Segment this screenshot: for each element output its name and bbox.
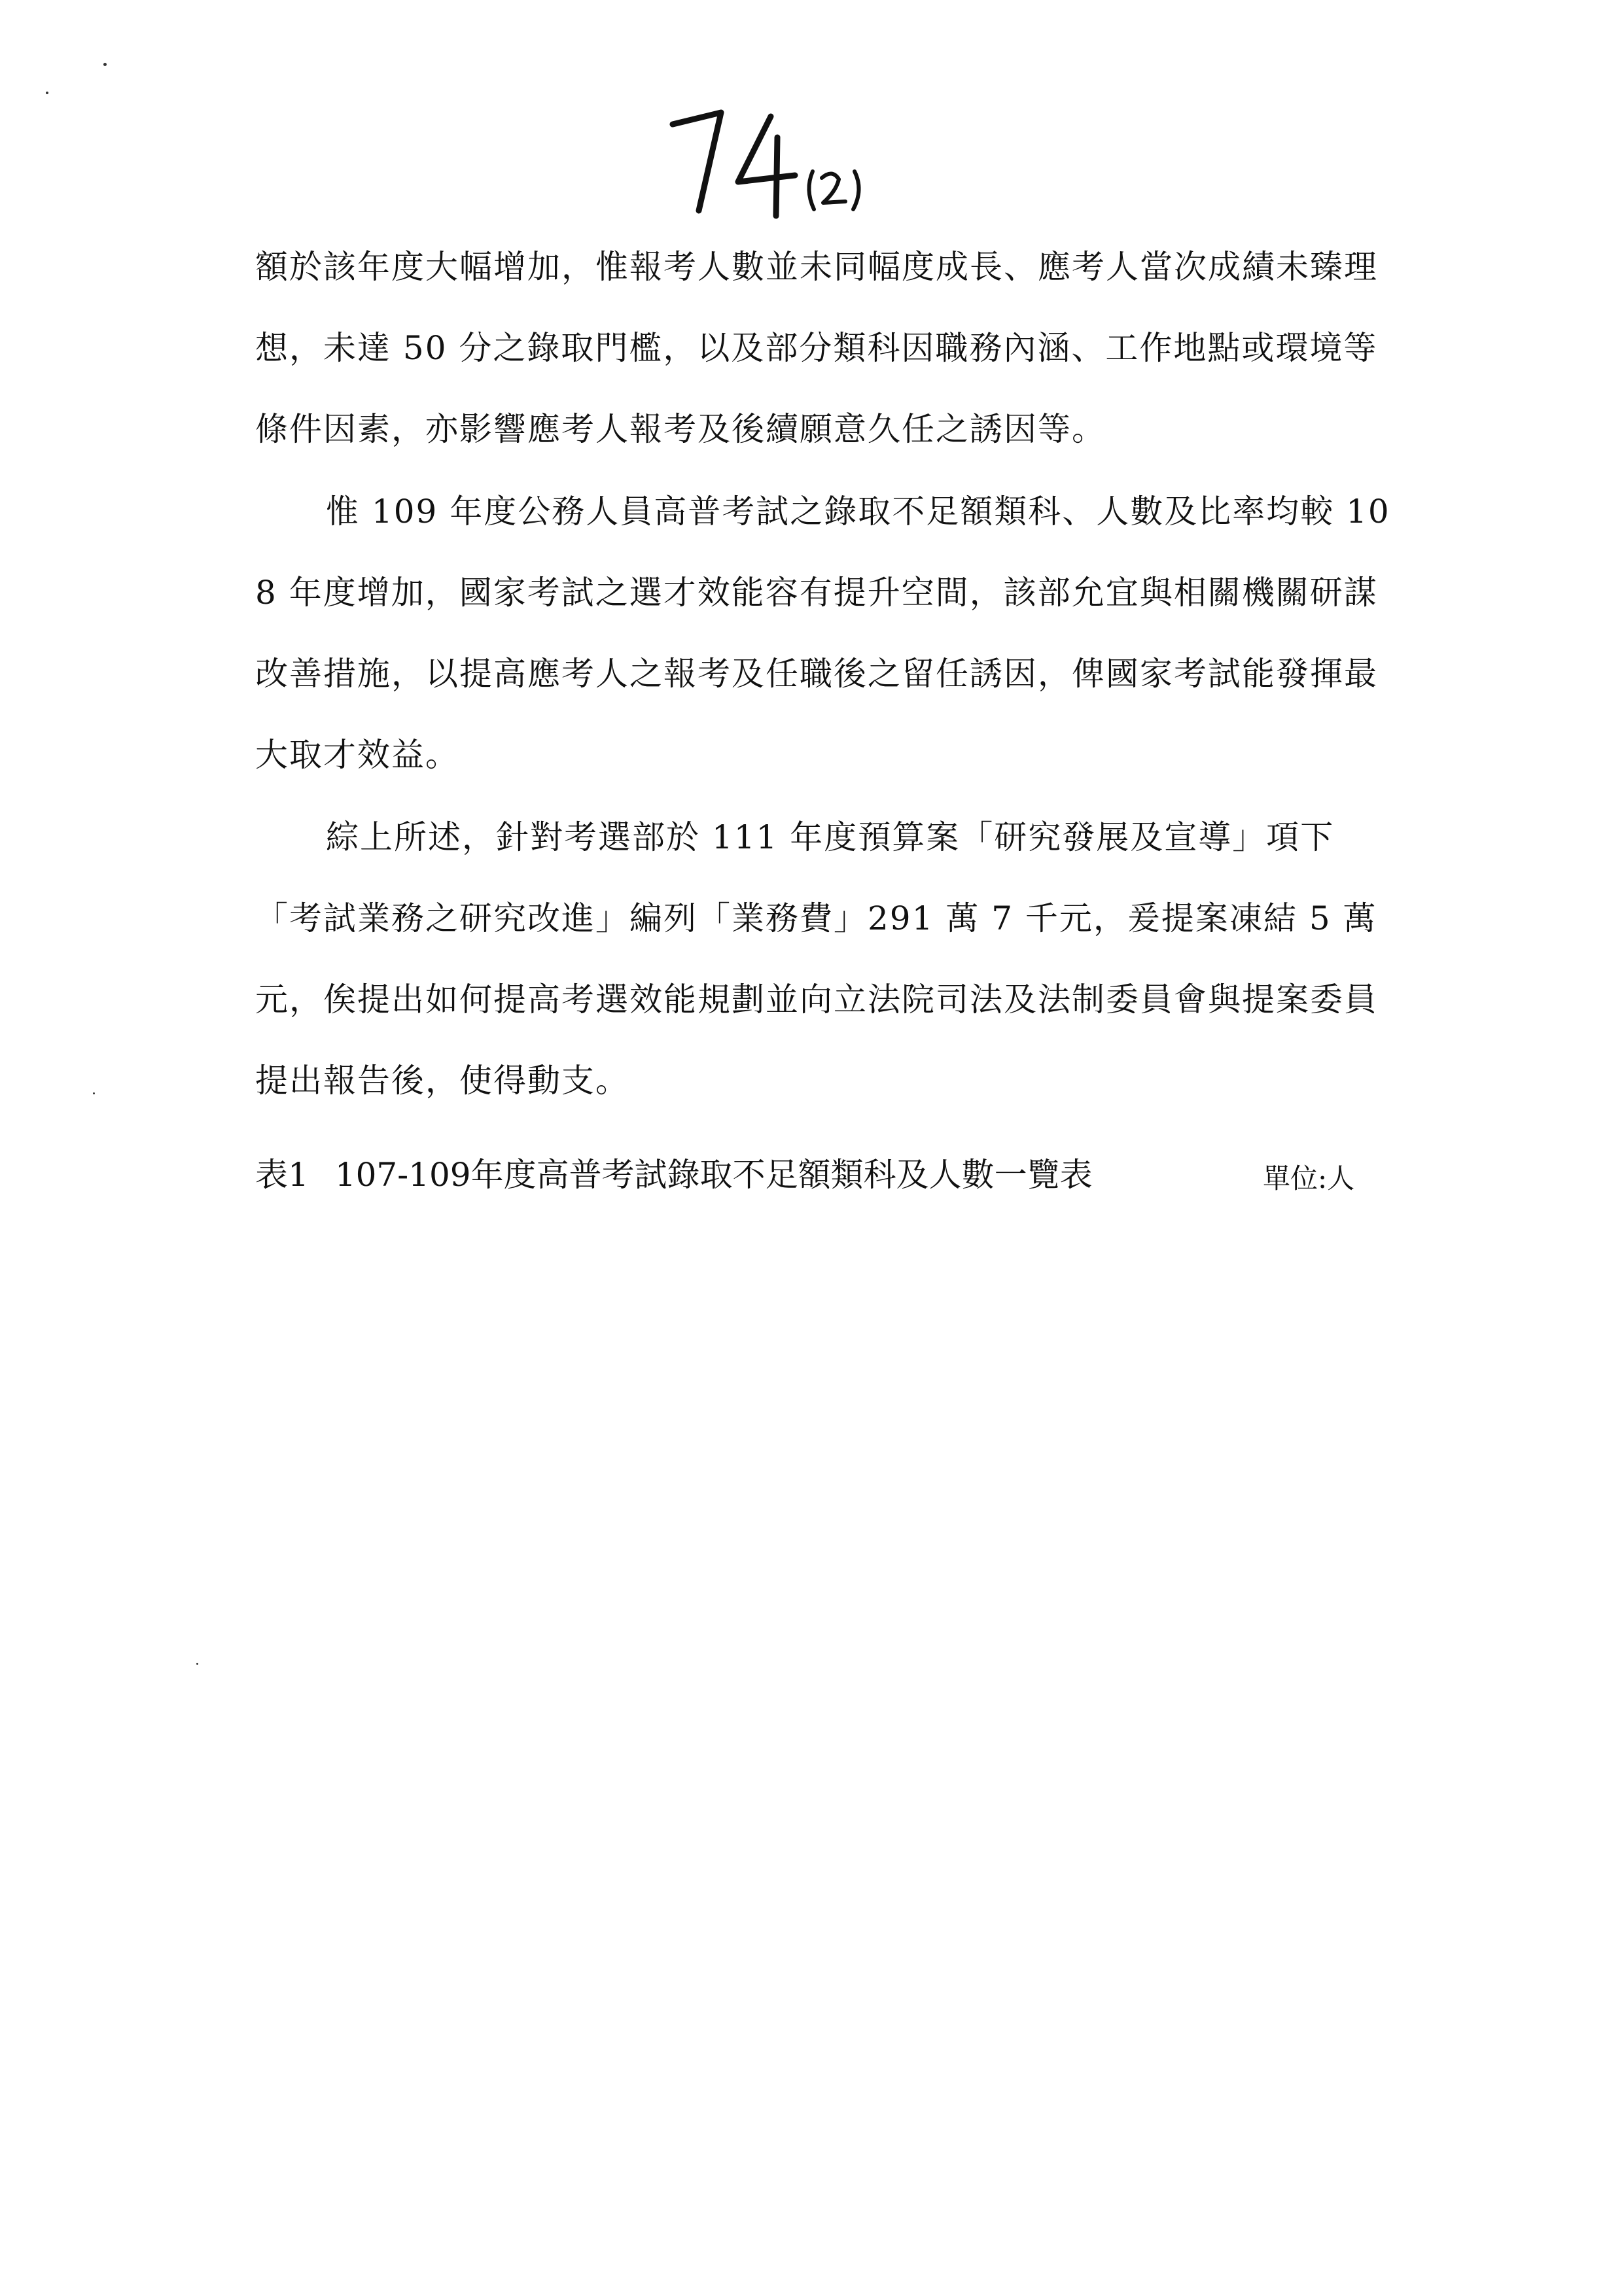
table-label: 表1: [255, 1156, 309, 1194]
table-title: 107-109年度高普考試錄取不足額類科及人數一覽表: [334, 1156, 1093, 1194]
scan-speck: [93, 1092, 95, 1094]
paragraph-conclusion: 綜上所述，針對考選部於 111 年度預算案「研究發展及宣導」項下「考試業務之研究改進」編列「業務費」291 萬 7 千元，爰提案凍結 5 萬元，俟提出如何提高考選效能規劃並向立法院司法及法制委員會與提案委員提出報告後，使得動支。: [255, 818, 1378, 1100]
paragraph-continuation: 額於該年度大幅增加，惟報考人數並未同幅度成長、應考人當次成績未臻理想，未達 50 分之錄取門檻，以及部分類科因職務內涵、工作地點或環境等條件因素，亦影響應考人報考及後續願意久任之誘因等。: [255, 248, 1378, 448]
table-unit-label: 單位:人: [1263, 1162, 1355, 1194]
scan-speck: [103, 63, 107, 66]
scan-speck: [196, 1663, 198, 1665]
scan-speck: [46, 92, 48, 94]
table-caption: [255, 1134, 1394, 1215]
handwritten-page-number: [661, 98, 896, 222]
paragraph-109-shortfall: 惟 109 年度公務人員高普考試之錄取不足額類科、人數及比率均較 108 年度增加，國家考試之選才效能容有提升空間，該部允宜與相關機關研謀改善措施，以提高應考人之報考及任職後之留任誘因，俾國家考試能發揮最大取才效益。: [255, 493, 1390, 774]
